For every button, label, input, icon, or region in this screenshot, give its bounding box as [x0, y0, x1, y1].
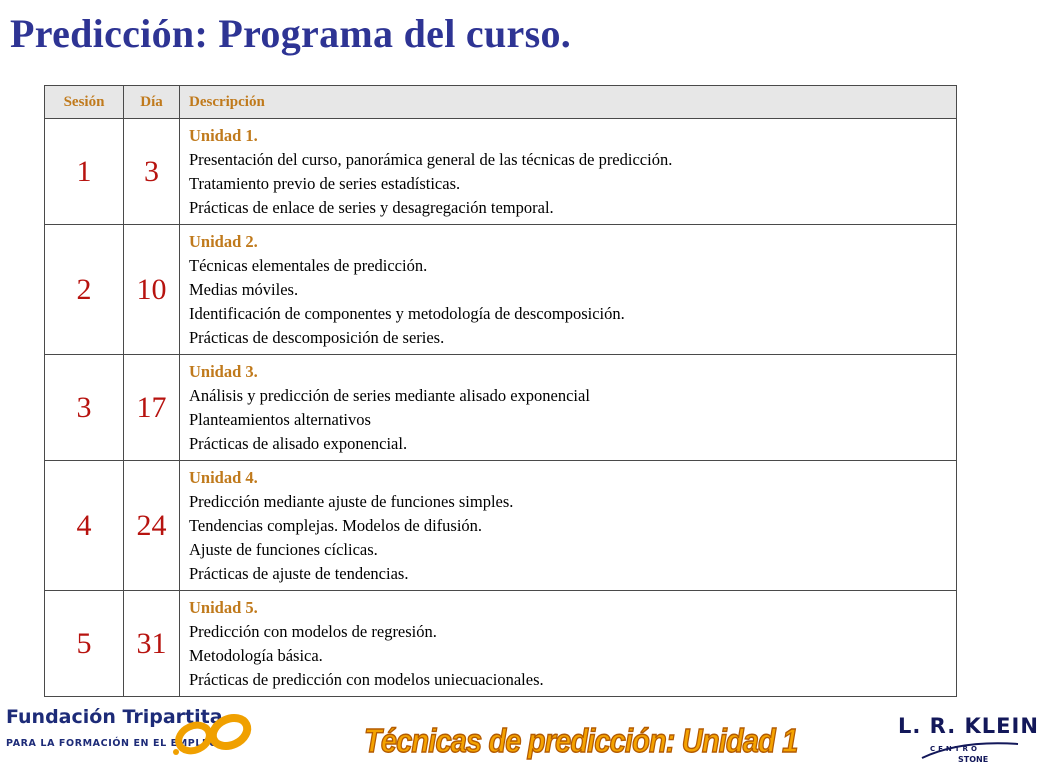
- session-number: 1: [45, 119, 124, 225]
- table-row: [45, 119, 957, 225]
- infinity-logo-icon: [164, 710, 264, 760]
- day-number: 24: [124, 461, 180, 591]
- description-line: Predicción con modelos de regresión.: [189, 622, 437, 641]
- klein-logo-name: L. R. KLEIN: [898, 714, 1039, 738]
- footer-unit-title: Técnicas de predicción: Unidad 1: [364, 722, 798, 759]
- description-line: Planteamientos alternativos: [189, 410, 371, 429]
- table-row: [45, 355, 957, 461]
- fundacion-tripartita-logo: [4, 700, 304, 762]
- description-line: Tratamiento previo de series estadísticas.: [189, 174, 461, 193]
- header-day: Día: [124, 86, 180, 119]
- session-description: [180, 591, 957, 697]
- header-description: Descripción: [180, 86, 957, 119]
- session-number: 3: [45, 355, 124, 461]
- description-line: Predicción mediante ajuste de funciones simples.: [189, 492, 514, 511]
- course-program-table: [44, 85, 957, 697]
- session-description: [180, 355, 957, 461]
- klein-logo-stone: STONE: [958, 755, 989, 764]
- unit-title: Unidad 4.: [189, 468, 258, 487]
- table-row: [45, 225, 957, 355]
- description-line: Prácticas de descomposición de series.: [189, 328, 445, 347]
- description-line: Prácticas de ajuste de tendencias.: [189, 564, 409, 583]
- table-row: [45, 461, 957, 591]
- day-number: 3: [124, 119, 180, 225]
- day-number: 17: [124, 355, 180, 461]
- description-line: Ajuste de funciones cíclicas.: [189, 540, 378, 559]
- session-description: [180, 119, 957, 225]
- day-number: 10: [124, 225, 180, 355]
- description-line: Prácticas de enlace de series y desagregación temporal.: [189, 198, 554, 217]
- table-row: [45, 591, 957, 697]
- session-number: 2: [45, 225, 124, 355]
- table-header-row: [45, 86, 957, 119]
- description-line: Prácticas de predicción con modelos uniecuacionales.: [189, 670, 544, 689]
- unit-title: Unidad 1.: [189, 126, 258, 145]
- session-number: 5: [45, 591, 124, 697]
- slide-title: Predicción: Programa del curso.: [10, 11, 572, 56]
- description-line: Identificación de componentes y metodología de descomposición.: [189, 304, 625, 323]
- klein-logo-centro: CENTRO: [930, 745, 980, 753]
- description-line: Medias móviles.: [189, 280, 299, 299]
- description-line: Análisis y predicción de series mediante alisado exponencial: [189, 386, 590, 405]
- unit-title: Unidad 3.: [189, 362, 258, 381]
- session-number: 4: [45, 461, 124, 591]
- description-line: Presentación del curso, panorámica general de las técnicas de predicción.: [189, 150, 673, 169]
- ft-logo-tagline: PARA LA FORMACIÓN EN EL EMPLEO: [6, 738, 218, 749]
- unit-title: Unidad 2.: [189, 232, 258, 251]
- unit-title: Unidad 5.: [189, 598, 258, 617]
- lr-klein-logo: [890, 712, 1039, 768]
- ft-logo-name: Fundación Tripartita: [6, 706, 223, 728]
- session-description: [180, 225, 957, 355]
- description-line: Tendencias complejas. Modelos de difusión.: [189, 516, 483, 535]
- session-description: [180, 461, 957, 591]
- day-number: 31: [124, 591, 180, 697]
- description-line: Técnicas elementales de predicción.: [189, 256, 428, 275]
- description-line: Prácticas de alisado exponencial.: [189, 434, 408, 453]
- header-session: Sesión: [45, 86, 124, 119]
- description-line: Metodología básica.: [189, 646, 323, 665]
